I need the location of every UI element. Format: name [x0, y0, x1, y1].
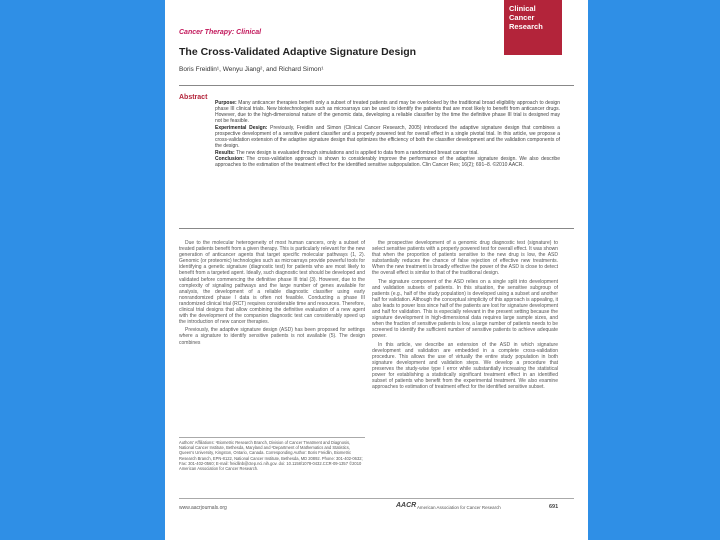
abstract-purpose [215, 100, 560, 124]
abstract-text: The cross-validation approach is shown to considerably improve the performance of the adaptive signature design. We also describe approaches to the estimation of the treatment effect for the identified sensitive subpopulation. Clin Cancer Res; 16(2); 691–8. ©2010 AACR. [215, 156, 560, 169]
abstract-conclusion [215, 156, 560, 168]
body-paragraph: In this article, we describe an extension of the ASD in which signature development and validation are embedded in a complete cross-validation procedure. This allows the use of virtually the entire study population in both signature development and validation steps. We develop a procedure that preserves the study-wise type I error while substantially increasing the statistical power for establishing a statistically significant treatment effect in an identified subset of patients who benefit from the experimental treatment. We also examine approaches to estimation of treatment effect for the identified sensitive subset. [372, 341, 558, 391]
abstract-label: Experimental Design: [215, 124, 268, 131]
divider [179, 228, 574, 229]
author-footnote: Authors' Affiliations: ¹Biometric Research Branch, Division of Cancer Treatment and Diagnosis, National Cancer Institute, Bethesda, Maryland and ²Department of Mathematics and Statistics, Queen's University, Kingston, Ontario, Canada. Corresponding Author: Boris Freidlin, Biometric Research Branch, EPN-8122, National Cancer Institute, Bethesda, MD 20892. Phone: 301-402-0632; Fax: 301-402-0560; E-mail: freidlinb@ctep.nci.nih.gov. doi: 10.1158/1078-0432.CCR-09-1357 ©2010 American Association for Cancer Research. [179, 440, 363, 472]
paper-title: The Cross-Validated Adaptive Signature Design [179, 46, 417, 58]
journal-logo [504, 0, 562, 55]
logo-line: Clinical [509, 4, 536, 13]
abstract-results [215, 150, 560, 156]
footer-divider [179, 498, 574, 499]
footnote-divider [179, 437, 365, 438]
body-paragraph: the prospective development of a genomic drug diagnostic test (signature) to select sensitive patients with a properly powered test for overall effect. It was shown that when the proportion of patients sensitive to the new drug is low, the ASD substantially reduces the chance of false rejection of effective new treatments. When the new treatment is broadly effective the power of the ASD is close to detect the overall effect is similar to that of the traditional design. [372, 240, 558, 277]
aacr-logo: AACR [396, 502, 417, 509]
abstract-text: The new design is evaluated through simulations and is applied to data from a randomized breast cancer trial. [236, 149, 479, 156]
body-paragraph: The signature component of the ASD relies on a single split into development and validation subsets of patients. In this situation, the sensitive subgroup of patients (e.g., half of the study population) is developed using a subset and another half for validation. Although the conceptual simplicity of this approach is appealing, it also leads to power loss since half of the patients are lost for signature development and half for validation. This is especially relevant in the present setting because the signature development in high-dimensional data requires large sample sizes, and when the fraction of sensitive patients is low, a large number of patients needs to be screened to identify the sufficient number of sensitive patients to achieve adequate power. [372, 278, 558, 340]
author-list: Boris Freidlin¹, Wenyu Jiang², and Richard Simon¹ [179, 66, 324, 73]
page-number: 691 [549, 504, 559, 510]
paper-page [165, 0, 588, 540]
body-column-right [372, 240, 558, 392]
logo-line: Research [509, 22, 543, 31]
abstract-text: Previously, Freidlin and Simon (Clinical Cancer Research, 2005) introduced the adaptive signature design that combines a prospective development of a sensitive patient classifier and a properly powered test for overall effect in a single pivotal trial. In this article, we propose a cross-validation extension of the adaptive signature design that optimizes the efficiency of both the classifier development and the validation components of the design. [215, 124, 560, 150]
body-paragraph: Previously, the adaptive signature design (ASD) has been proposed for settings where a signature to identify sensitive patients is not available (5). The design combines [179, 327, 365, 346]
journal-url[interactable]: www.aacrjournals.org [179, 505, 227, 511]
abstract-heading: Abstract [179, 94, 208, 101]
abstract-body [215, 100, 560, 169]
body-column-left [179, 240, 365, 348]
body-paragraph: Due to the molecular heterogeneity of most human cancers, only a subset of treated patients benefit from a given therapy. This is particularly relevant for the new generation of anticancer agents that target specific molecular pathways (1, 2). Genomic (or proteomic) technologies such as microarrays provide powerful tools for identifying a genetic signature (diagnostic test) for patients who are most likely to benefit from a targeted agent. Ideally, such diagnostic test should be developed and validated before commencing the definitive phase III trial (3). However, due to the complexity of signaling pathways and the large number of genes available for analysis, the development of a reliable diagnostic classifier using early nonrandomized phase I data is often not feasible. Conducting a phase III randomized clinical trial (RCT) requires considerable time and resources. Therefore, clinical trial designs that allow combining the definitive evaluation of a new agent with the development of the companion diagnostic test can considerably speed up the introduction of new cancer therapies. [179, 240, 365, 326]
abstract-label: Results: [215, 149, 235, 156]
abstract-design [215, 125, 560, 149]
logo-line: Cancer [509, 13, 535, 22]
abstract-label: Purpose: [215, 100, 237, 106]
aacr-name: American Association for Cancer Research [417, 505, 501, 510]
abstract-label: Conclusion: [215, 156, 244, 163]
abstract-text: Many anticancer therapies benefit only a subset of treated patients and may be overlooked by the traditional broad eligibility approach to design phase III clinical trials. New biotechnologies such as microarrays can be used to identify the patients that are most likely to benefit from anticancer drugs. However, due to the high-dimensional nature of the genomic data, developing a reliable classifier by the time the definitive phase III trial is designed may not be feasible. [215, 100, 560, 125]
divider [179, 85, 574, 86]
section-kicker: Cancer Therapy: Clinical [179, 29, 262, 36]
